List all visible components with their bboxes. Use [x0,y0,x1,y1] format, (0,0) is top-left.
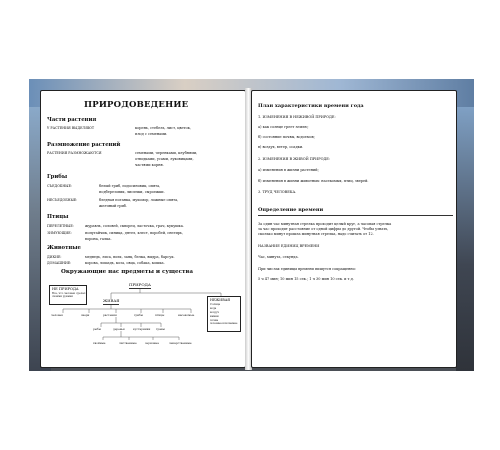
section-heading: Животные [47,245,81,251]
right-page [251,90,457,368]
bottom-child: лекарственные [169,341,192,345]
plan-item: 1. ИЗМЕНЕНИЯ В НЕЖИВОЙ ПРИРОДЕ: [258,115,336,119]
row-label: ДОМАШНИЕ: [47,261,72,265]
subchild: травы [156,327,165,331]
time-paragraph-line: сколько минут прошла минутная стрелка, надо считать от 12. [258,232,374,236]
left-page [40,90,246,368]
row-value: бледная поганка, мухомор, ложные опята, [99,198,179,202]
row-value: ворона, галка. [85,237,112,241]
cover-photo-right-edge [456,107,474,371]
plan-item: 3. ТРУД ЧЕЛОВЕКА. [258,190,297,194]
not-nature-text: Все, что человек сделал своими руками [52,292,86,298]
nonliving-item: полезные ископаемые [210,322,238,325]
section-heading: Птицы [47,214,69,220]
row-value: корова, лошадь, коза, овца, собака, кошка. [85,261,165,265]
subchild: рыбы [93,327,101,331]
naming-title: НАЗВАНИЕ ЕДИНИЦ ВРЕМЕНИ [258,244,320,248]
subchild: деревья [113,327,125,331]
nonliving-item: вода [210,307,217,310]
living-child: растения [103,313,117,317]
row-value: журавль, соловей, скворец, ласточка, грач, кукушка. [85,224,184,228]
nonliving-item: Солнце [210,303,221,306]
section-heading: Части растения [47,117,97,123]
row-value: плод с семенами. [135,132,168,136]
page-title: ПРИРОДОВЕДЕНИЕ [84,100,189,110]
bottom-child: зерновые [145,341,159,345]
row-label: У РАСТЕНИЯ ВЫДЕЛЯЮТ [47,126,95,130]
row-value: подберезовик, лисички, сыроежки. [99,190,165,194]
living-child: птицы [155,313,165,317]
row-value: белый гриб, подосиновик, опята, [99,184,161,188]
nonliving-title: НЕЖИВАЯ [210,298,230,302]
row-value: желчный гриб. [99,204,128,208]
diagram-heading: Окружающие нас предметы и существа [61,269,194,275]
living-child: человек [51,313,63,317]
row-value: корень, стебель, лист, цветок, [135,126,191,130]
row-label: НЕСЪЕДОБНЫЕ: [47,198,78,202]
plan-item: б) состояние почвы, водоемов; [258,135,315,139]
nonliving-item: камни [210,315,219,318]
row-label: СЪЕДОБНЫЕ: [47,184,72,188]
subchild: кустарники [133,327,151,331]
row-label: ЗИМУЮЩИЕ: [47,231,72,235]
time-paragraph-line: За один час минутная стрелка проходит целый круг, а часовая стрелка [258,222,392,226]
row-value: отводками, усами, луковицами, [135,157,194,161]
time-heading: Определение времени [258,207,324,213]
bottom-child: хвойные [93,341,106,345]
not-nature-title: НЕ ПРИРОДА [52,287,79,291]
nonliving-item: почва [210,319,219,322]
row-value: семенами, черенками, клубнями, [135,151,198,155]
not-nature-box [49,285,87,305]
plan-item: 2. ИЗМЕНЕНИЯ В ЖИВОЙ ПРИРОДЕ: [258,157,331,161]
row-label: ДИКИЕ: [47,255,62,259]
season-plan-title: План характеристики времени года [258,103,364,109]
section-heading: Размножение растений [47,142,121,148]
naming-example: 5 ч 47 мин; 10 мин 15 сек.; 1 ч 30 мин 10 сек. и т.д. [258,277,354,281]
plan-item: а) как солнце греет землю; [258,125,309,129]
nonliving-box [207,296,241,332]
row-value: попугайчик, синица, дятел, клест, воробей, снегирь, [85,231,184,235]
naming-units: Час, минута, секунда. [258,255,299,259]
plan-item: в) воздух, ветер, осадки. [258,145,304,149]
row-label: РАСТЕНИЯ РАЗМНОЖАЮТСЯ [47,151,102,155]
diagram-root: ПРИРОДА [129,282,151,287]
plan-item: а) изменения в жизни растений; [258,168,319,172]
living-node: ЖИВАЯ [103,298,120,303]
bottom-child: лиственные [119,341,137,345]
time-heading-rule [258,215,453,216]
row-value: частями корня. [135,163,164,167]
row-label: ПЕРЕЛЕТНЫЕ: [47,224,74,228]
living-child: грибы [134,313,144,317]
plan-item: б) изменения в жизни животных: насекомых, птиц, зверей. [258,179,369,183]
section-heading: Грибы [47,174,68,180]
living-child: звери [81,313,90,317]
living-child: насекомые [178,313,195,317]
time-paragraph-line: за час проходит расстояние от одной цифры до другой. Чтобы узнать, [258,227,389,231]
nonliving-item: воздух [210,311,220,314]
naming-rule: При числах единицы времени пишутся сокращенно: [258,267,357,271]
row-value: медведь, лиса, волк, заяц, белка, выдра, барсук. [85,255,175,259]
